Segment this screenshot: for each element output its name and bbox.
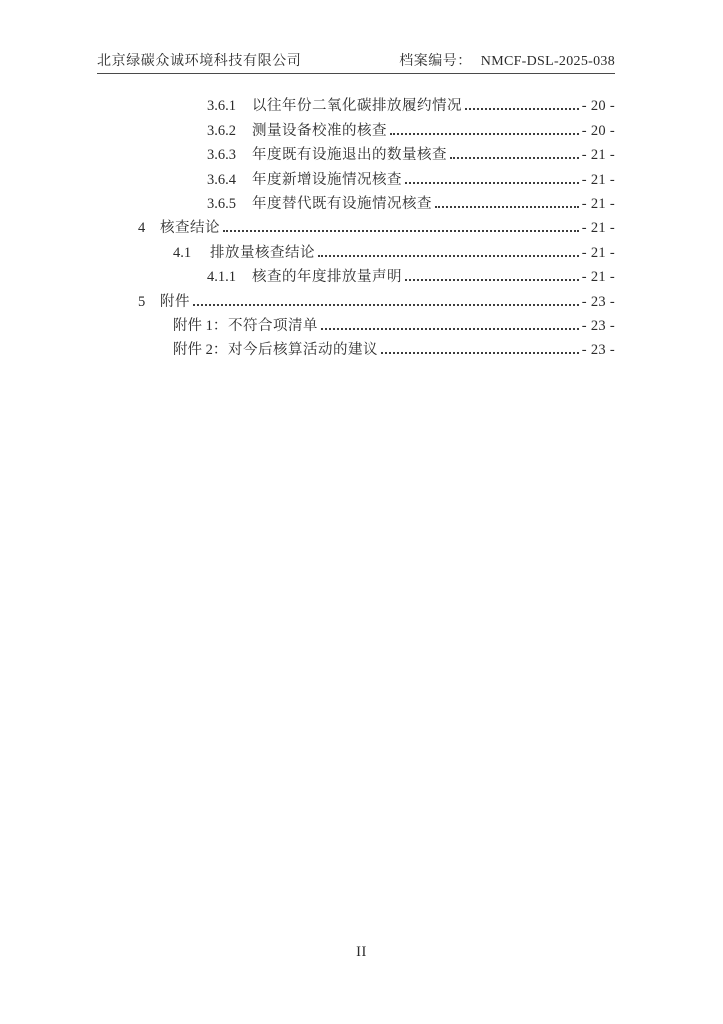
toc-entry-page: - 21 -	[581, 244, 615, 261]
toc-row	[97, 238, 615, 262]
toc-row	[97, 190, 615, 214]
toc-entry-title: 不符合项清单	[228, 317, 318, 334]
toc-row	[97, 116, 615, 140]
toc-entry-number: 附件 2：	[173, 342, 228, 359]
toc-entry-number: 3.6.2	[207, 122, 236, 139]
dot-leader	[223, 230, 579, 232]
dot-leader	[405, 279, 579, 281]
toc-entry-number: 5	[138, 293, 146, 310]
toc-entry-title: 核查结论	[160, 220, 220, 237]
dot-leader	[390, 133, 579, 135]
dot-leader	[435, 206, 579, 208]
toc-entry-page: - 23 -	[581, 293, 615, 310]
toc-row	[97, 336, 615, 360]
toc-entry-number: 3.6.3	[207, 147, 236, 164]
dot-leader	[381, 352, 579, 354]
toc-entry-number: 4.1.1	[207, 269, 236, 286]
toc-row	[97, 312, 615, 336]
toc-row	[97, 165, 615, 189]
dot-leader	[465, 108, 579, 110]
table-of-contents	[97, 92, 615, 360]
toc-entry-page: - 21 -	[581, 220, 615, 237]
toc-entry-title: 测量设备校准的核查	[252, 122, 387, 139]
toc-entry-page: - 23 -	[581, 342, 615, 359]
toc-entry-title: 年度既有设施退出的数量核查	[252, 147, 447, 164]
dot-leader	[405, 182, 579, 184]
toc-entry-page: - 20 -	[581, 98, 615, 115]
toc-entry-title: 核查的年度排放量声明	[252, 269, 402, 286]
toc-entry-title: 以往年份二氧化碳排放履约情况	[252, 98, 462, 115]
page-header	[97, 54, 615, 74]
toc-row	[97, 141, 615, 165]
toc-entry-page: - 23 -	[581, 317, 615, 334]
toc-entry-page: - 21 -	[581, 147, 615, 164]
toc-row	[97, 287, 615, 311]
toc-entry-title: 年度新增设施情况核查	[252, 171, 402, 188]
dot-leader	[321, 328, 579, 330]
toc-row	[97, 263, 615, 287]
toc-entry-title: 排放量核查结论	[210, 244, 315, 261]
toc-row	[97, 214, 615, 238]
file-number-label: 档案编号：	[399, 54, 472, 69]
toc-entry-number: 3.6.4	[207, 171, 236, 188]
toc-entry-number: 附件 1：	[173, 317, 228, 334]
file-number-value: NMCF-DSL-2025-038	[480, 54, 615, 69]
toc-entry-number: 3.6.1	[207, 98, 236, 115]
toc-entry-title: 年度替代既有设施情况核查	[252, 195, 432, 212]
toc-row	[97, 92, 615, 116]
dot-leader	[193, 304, 579, 306]
footer-page-number: II	[356, 944, 367, 960]
file-number-group	[399, 54, 615, 69]
toc-entry-number: 3.6.5	[207, 195, 236, 212]
toc-entry-page: - 21 -	[581, 195, 615, 212]
toc-entry-page: - 20 -	[581, 122, 615, 139]
toc-entry-number: 4.1	[173, 244, 192, 261]
toc-entry-page: - 21 -	[581, 171, 615, 188]
toc-entry-title: 附件	[160, 293, 190, 310]
toc-entry-page: - 21 -	[581, 269, 615, 286]
dot-leader	[450, 157, 579, 159]
toc-entry-title: 对今后核算活动的建议	[228, 342, 378, 359]
company-name: 北京绿碳众诚环境科技有限公司	[97, 54, 302, 69]
dot-leader	[318, 255, 579, 257]
toc-entry-number: 4	[138, 220, 146, 237]
